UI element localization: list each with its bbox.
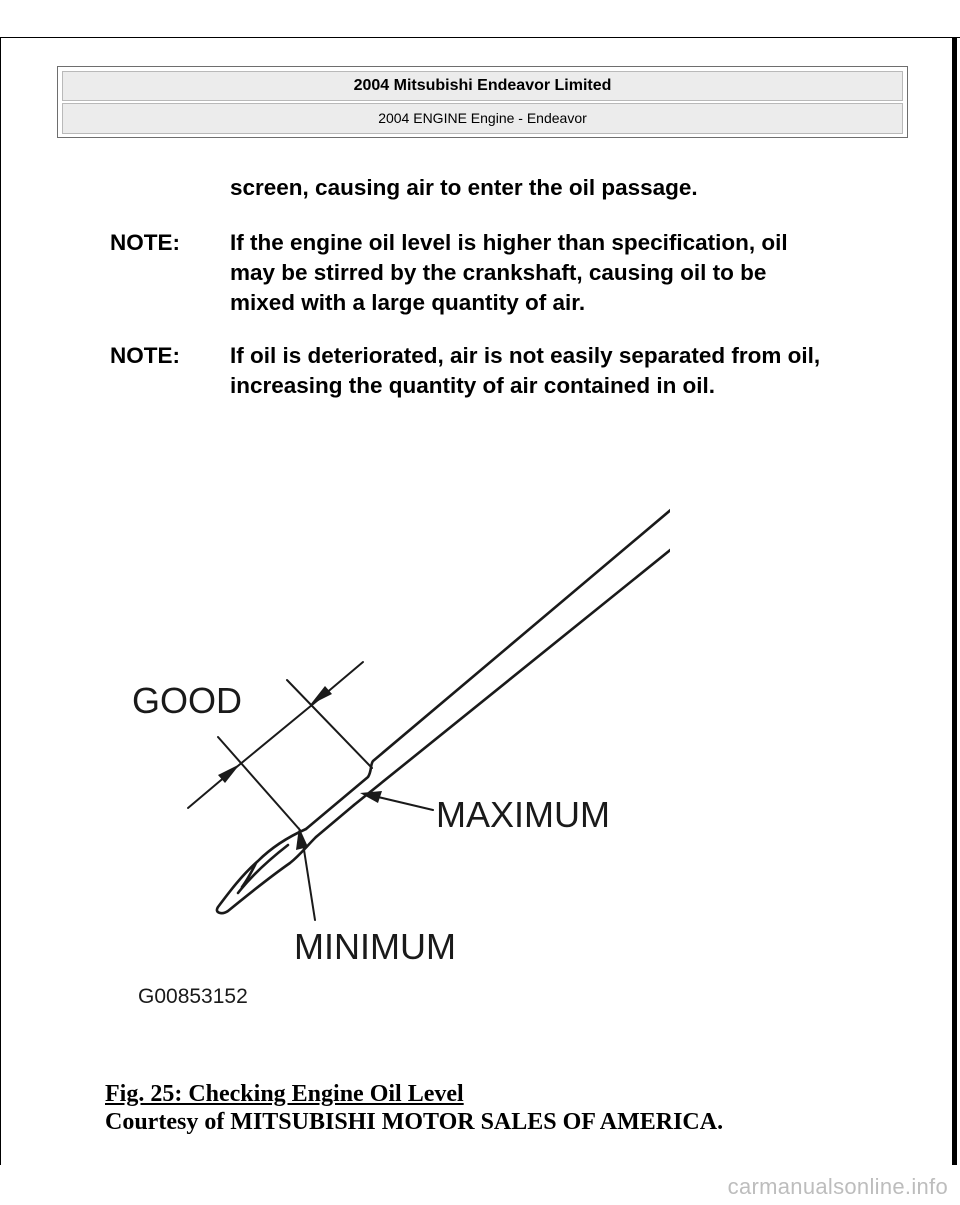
- note-label: NOTE:: [110, 343, 180, 368]
- dipstick-shaft-lower: [354, 497, 670, 805]
- figure-caption-credit: Courtesy of MITSUBISHI MOTOR SALES OF AMERICA.: [105, 1109, 724, 1135]
- note-line: If the engine oil level is higher than specification, oil: [230, 230, 788, 255]
- note-line: may be stirred by the crankshaft, causing oil to be: [230, 260, 767, 285]
- note-label: NOTE:: [110, 230, 180, 255]
- dipstick-lower-edge: [316, 805, 354, 837]
- watermark-text: carmanualsonline.info: [727, 1174, 948, 1199]
- note-line: mixed with a large quantity of air.: [230, 290, 586, 315]
- label-good: GOOD: [132, 680, 243, 721]
- label-maximum: MAXIMUM: [436, 794, 610, 835]
- continued-text: screen, causing air to enter the oil passage.: [230, 175, 698, 200]
- good-extension-min: [218, 737, 300, 830]
- header-subtitle: 2004 ENGINE Engine - Endeavor: [62, 103, 903, 134]
- note-line: If oil is deteriorated, air is not easily separated from oil,: [230, 343, 821, 368]
- document-header: [57, 66, 908, 138]
- maximum-leader: [378, 797, 433, 810]
- label-minimum: MINIMUM: [294, 926, 456, 967]
- figure-caption-title: Fig. 25: Checking Engine Oil Level: [105, 1081, 464, 1107]
- page-frame-left: [0, 38, 1, 1165]
- note-text: [230, 341, 910, 401]
- dipstick-diagram: [110, 475, 670, 1020]
- header-title: 2004 Mitsubishi Endeavor Limited: [62, 71, 903, 101]
- minimum-leader: [302, 837, 315, 920]
- note-text: [230, 228, 910, 318]
- good-arrow-upper: [310, 686, 332, 705]
- page-frame-right: [952, 38, 957, 1165]
- figure-code: G00853152: [138, 985, 248, 1008]
- good-dimension-line-c: [233, 700, 318, 770]
- page-frame-top: [0, 37, 960, 38]
- note-line: increasing the quantity of air contained in oil.: [230, 373, 716, 398]
